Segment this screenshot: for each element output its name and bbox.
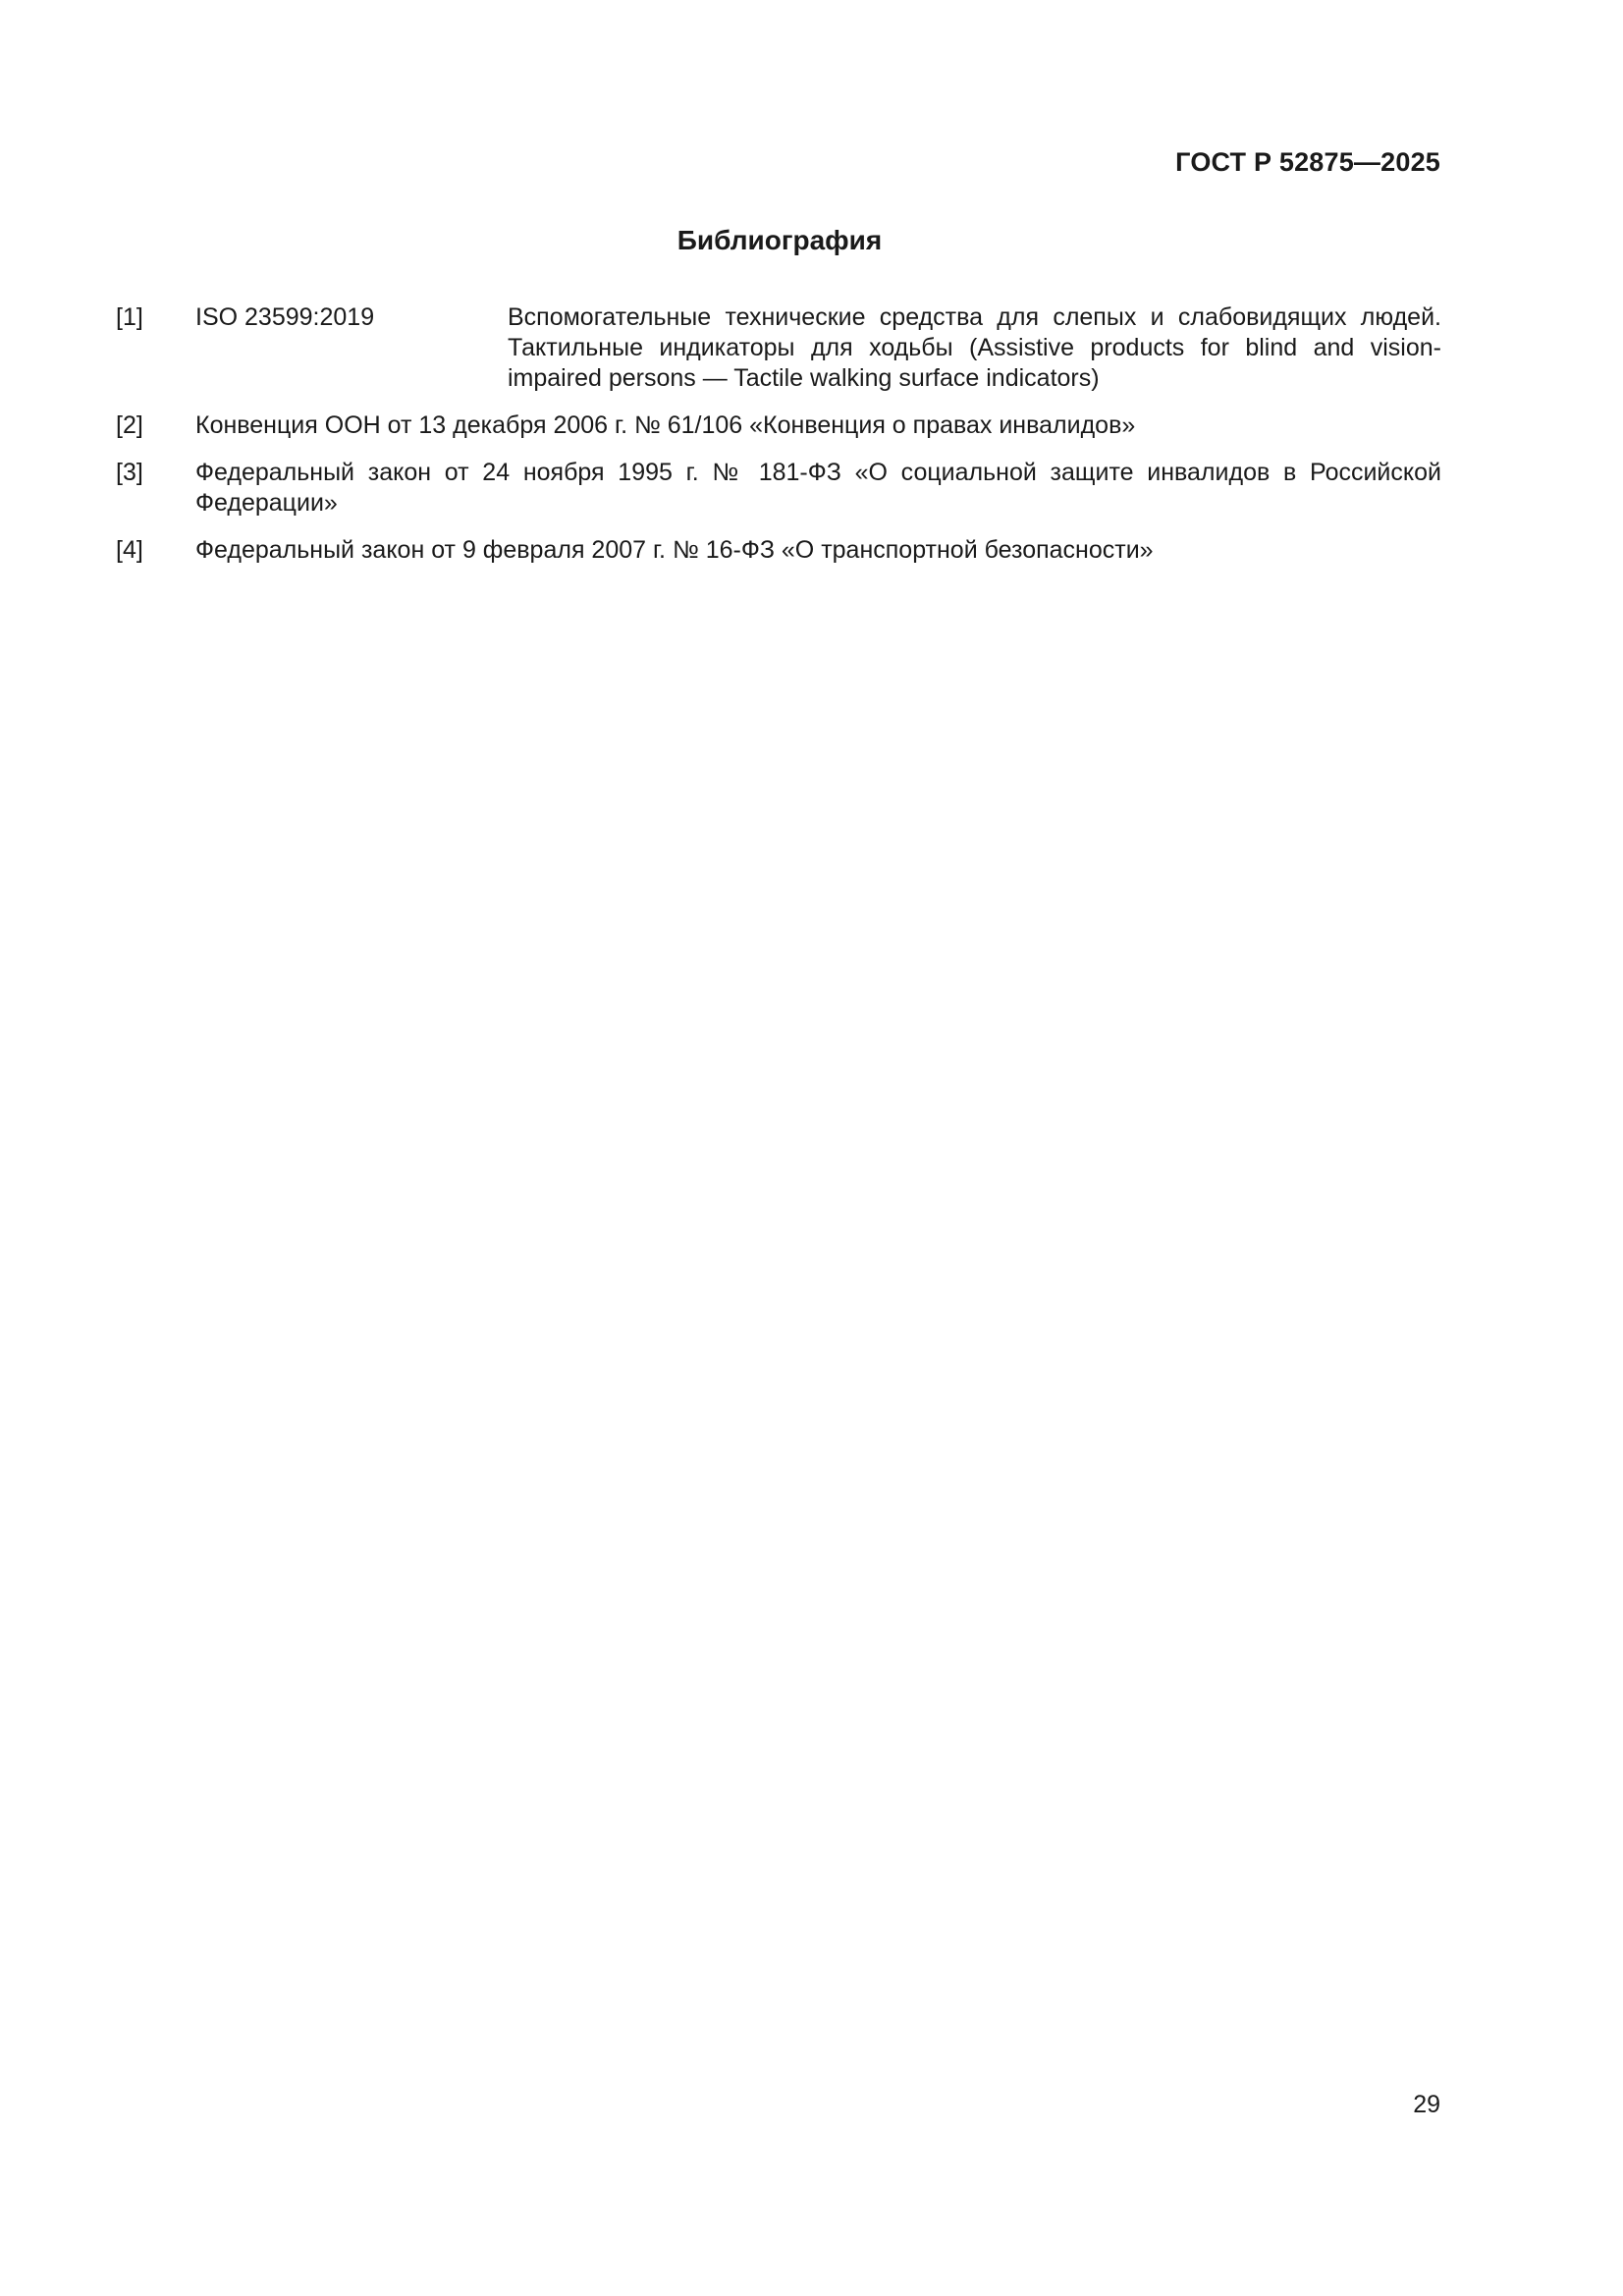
entry-text: Федеральный закон от 24 ноября 1995 г. № 181-ФЗ «О социальной защите инвалидов в Российской Федерации» (195, 459, 1441, 517)
entry-number: [4] (116, 536, 143, 564)
document-code: ГОСТ Р 52875—2025 (1175, 147, 1440, 177)
entry-text: Федеральный закон от 9 февраля 2007 г. № 16-ФЗ «О транспортной безопасности» (195, 536, 1154, 564)
bibliography-list (116, 302, 1441, 582)
entry-number: [1] (116, 303, 143, 331)
entry-text: Конвенция ООН от 13 декабря 2006 г. № 61/106 «Конвенция о правах инвалидов» (195, 411, 1136, 439)
entry-reference-code: ISO 23599:2019 (195, 303, 375, 331)
entry-number: [3] (116, 459, 143, 486)
bibliography-entry-1 (116, 302, 1441, 394)
entry-text: Вспомогательные технические средства для слепых и слабовидящих людей. Тактильные индикаторы для ходьбы (Assistive products for blind and vision-impaired persons — Tactile walking surface indicators) (508, 303, 1441, 392)
bibliography-entry-4 (116, 535, 1441, 566)
bibliography-entry-2 (116, 410, 1441, 441)
page-number: 29 (1413, 2091, 1440, 2118)
bibliography-entry-3 (116, 458, 1441, 519)
entry-number: [2] (116, 411, 143, 439)
section-title: Библиография (676, 225, 883, 255)
